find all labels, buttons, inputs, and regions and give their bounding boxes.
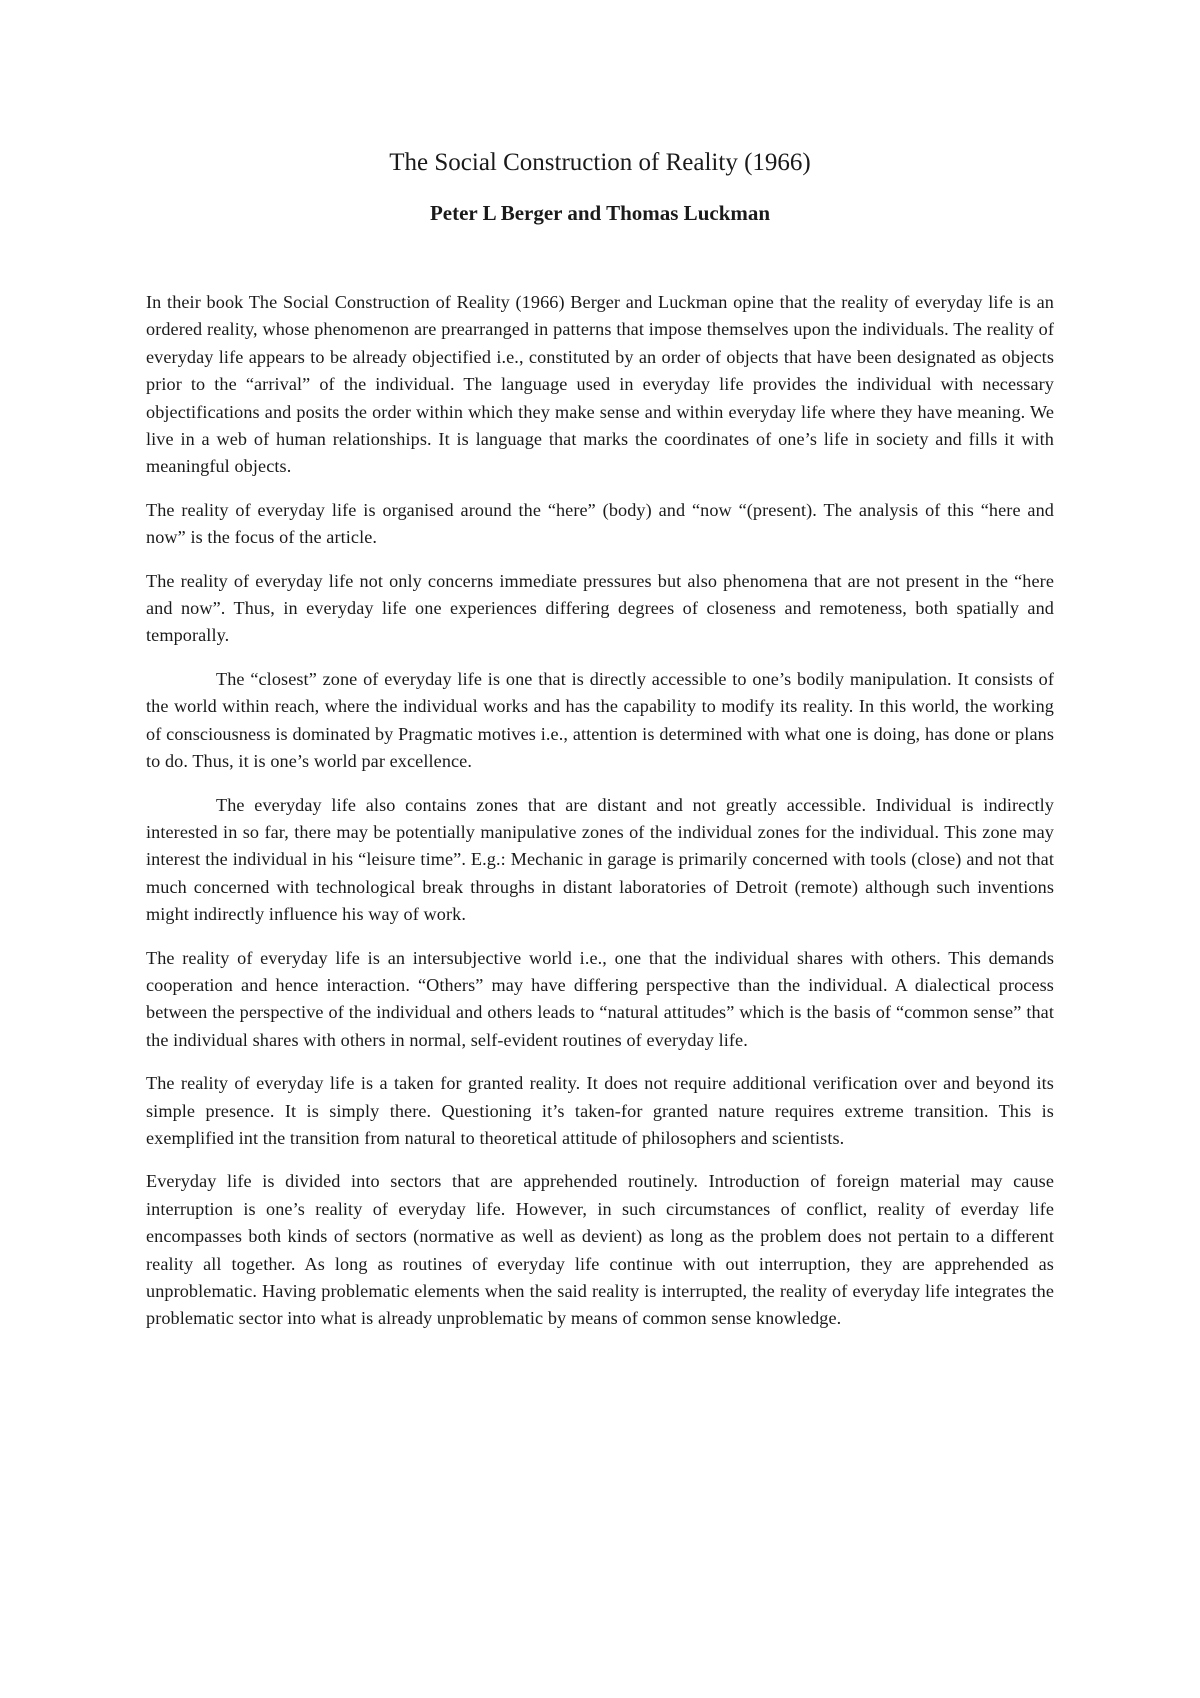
paragraph-6: The reality of everyday life is an intersubjective world i.e., one that the individual shares with others. This demands cooperation and hence interaction. “Others” may have differing perspective than the individual. A dialectical process between the perspective of the individual and others leads to “natural attitudes” which is the basis of “common sense” that the individual shares with others in normal, self-evident routines of everyday life.: [146, 947, 1054, 1050]
document-body: [146, 289, 1054, 1349]
paragraph-2: The reality of everyday life is organised around the “here” (body) and “now “(present). The analysis of this “here and now” is the focus of the article.: [146, 499, 1054, 548]
document-title: The Social Construction of Reality (1966): [389, 149, 811, 176]
paragraph-4: The “closest” zone of everyday life is one that is directly accessible to one’s bodily manipulation. It consists of the world within reach, where the individual works and has the capability to modify its reality. In this world, the working of consciousness is dominated by Pragmatic motives i.e., attention is determined with what one is doing, has done or plans to do. Thus, it is one’s world par excellence.: [146, 668, 1054, 772]
paragraph-1: In their book The Social Construction of Reality (1966) Berger and Luckman opine that the reality of everyday life is an ordered reality, whose phenomenon are prearranged in patterns that impose themselves upon the individuals. The reality of everyday life appears to be already objectified i.e., constituted by an order of objects that have been designated as objects prior to the “arrival” of the individual. The language used in everyday life provides the individual with necessary objectifications and posits the order within which they make sense and within everyday life where they have meaning. We live in a web of human relationships. It is language that marks the coordinates of one’s life in society and fills it with meaningful objects.: [146, 292, 1054, 477]
paragraph-7: The reality of everyday life is a taken for granted reality. It does not require additional verification over and beyond its simple presence. It is simply there. Questioning it’s taken-for granted nature requires extreme transition. This is exemplified int the transition from natural to theoretical attitude of philosophers and scientists.: [146, 1073, 1054, 1148]
document-authors: Peter L Berger and Thomas Luckman: [429, 201, 771, 225]
paragraph-3: The reality of everyday life not only concerns immediate pressures but also phenomena that are not present in the “here and now”. Thus, in everyday life one experiences differing degrees of closeness and remoteness, both spatially and temporally.: [146, 570, 1054, 646]
paragraph-8: Everyday life is divided into sectors that are apprehended routinely. Introduction of foreign material may cause interruption is one’s reality of everyday life. However, in such circumstances of conflict, reality of everday life encompasses both kinds of sectors (normative as well as devient) as long as the problem does not pertain to a different reality all together. As long as routines of everyday life continue with out interruption, they are apprehended as unproblematic. Having problematic elements when the said reality is interrupted, the reality of everyday life integrates the problematic sector into what is already unproblematic by means of common sense knowledge.: [146, 1171, 1054, 1329]
paragraph-5: The everyday life also contains zones that are distant and not greatly accessible. Individual is indirectly interested in so far, there may be potentially manipulative zones of the individual zones for the individual. This zone may interest the individual in his “leisure time”. E.g.: Mechanic in garage is primarily concerned with tools (close) and not that much concerned with technological break throughs in distant laboratories of Detroit (remote) although such inventions might indirectly influence his way of work.: [146, 794, 1054, 925]
